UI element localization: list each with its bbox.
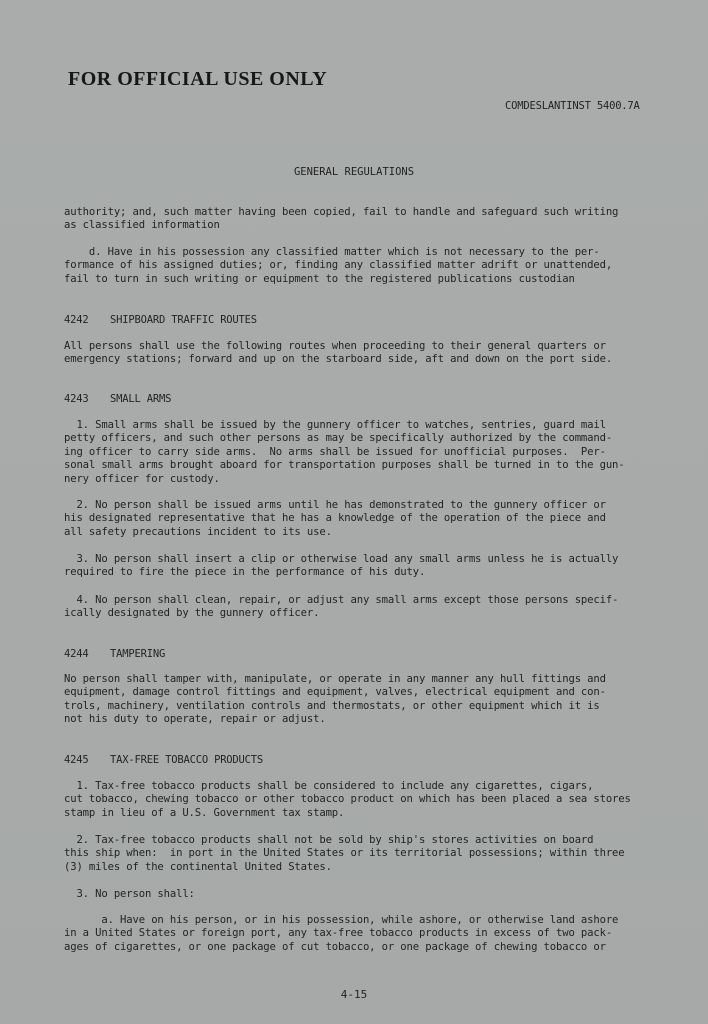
classification-marking: FOR OFFICIAL USE ONLY xyxy=(68,68,328,90)
instruction-number: COMDESLANTINST 5400.7A xyxy=(505,100,640,112)
section-title: GENERAL REGULATIONS xyxy=(293,166,415,178)
paragraph-4243-3: 3. No person shall insert a clip or otherwise load any small arms unless he is actually required to fire the piece in the performance of his duty. xyxy=(64,553,619,579)
paragraph-4244: No person shall tamper with, manipulate, or operate in any manner any hull fittings and equipment, damage control fittings and equipment, valves, electrical equipment and con- trols, machinery, ventilation controls and thermostats, or other equipment which it is not his duty to operate, repair or adjust. xyxy=(64,673,606,726)
heading-title: SHIPBOARD TRAFFIC ROUTES xyxy=(110,314,257,326)
heading-title: SMALL ARMS xyxy=(110,393,172,405)
paragraph-4243-4: 4. No person shall clean, repair, or adjust any small arms except those persons specif- ically designated by the gunnery officer. xyxy=(64,594,619,620)
heading-number: 4243 xyxy=(64,393,89,405)
heading-title: TAMPERING xyxy=(110,648,166,660)
heading-title: TAX-FREE TOBACCO PRODUCTS xyxy=(110,754,264,766)
heading-4245 xyxy=(64,754,263,766)
page-number: 4-15 xyxy=(340,988,368,1001)
paragraph-4245-1: 1. Tax-free tobacco products shall be considered to include any cigarettes, cigars, cut tobacco, chewing tobacco or other tobacco product on which has been placed a sea stores stamp in lieu of a U.S. Government tax stamp. xyxy=(64,780,631,819)
paragraph-4245-3a: a. Have on his person, or in his possession, while ashore, or otherwise land ashore in a United States or foreign port, any tax-free tobacco products in excess of two pack- ages of cigarettes, or one package of cut tobacco, or one package of chewing tobacco or xyxy=(64,914,619,953)
heading-number: 4242 xyxy=(64,314,89,326)
heading-number: 4245 xyxy=(64,754,89,766)
paragraph-4243-2: 2. No person shall be issued arms until he has demonstrated to the gunnery officer or his designated representative that he has a knowledge of the operation of the piece and all safety precautions incident to its use. xyxy=(64,499,606,538)
heading-4243 xyxy=(64,393,171,405)
paragraph-4242: All persons shall use the following routes when proceeding to their general quarters or emergency stations; forward and up on the starboard side, aft and down on the port side. xyxy=(64,340,613,366)
paragraph-authority: authority; and, such matter having been copied, fail to handle and safeguard such writing as classified information xyxy=(64,206,619,232)
paragraph-4245-2: 2. Tax-free tobacco products shall not be sold by ship's stores activities on board this ship when: in port in the United States or its territorial possessions; within three (3) miles of the continental United States. xyxy=(64,834,625,873)
paragraph-4243-1: 1. Small arms shall be issued by the gunnery officer to watches, sentries, guard mail petty officers, and such other persons as may be specifically authorized by the command- ing officer to carry side arms. No arms shall be issued for unofficial purposes. Per- sonal small arms brought aboard for transportation purposes shall be turned in to the gun- nery officer for custody. xyxy=(64,419,625,485)
heading-number: 4244 xyxy=(64,648,89,660)
heading-4244 xyxy=(64,648,165,660)
heading-4242 xyxy=(64,314,257,326)
paragraph-4245-3: 3. No person shall: xyxy=(64,888,195,900)
paragraph-d: d. Have in his possession any classified matter which is not necessary to the per- formance of his assigned duties; or, finding any classified matter adrift or unattended, fail to turn in such writing or equipment to the registered publications custodian xyxy=(64,246,613,285)
